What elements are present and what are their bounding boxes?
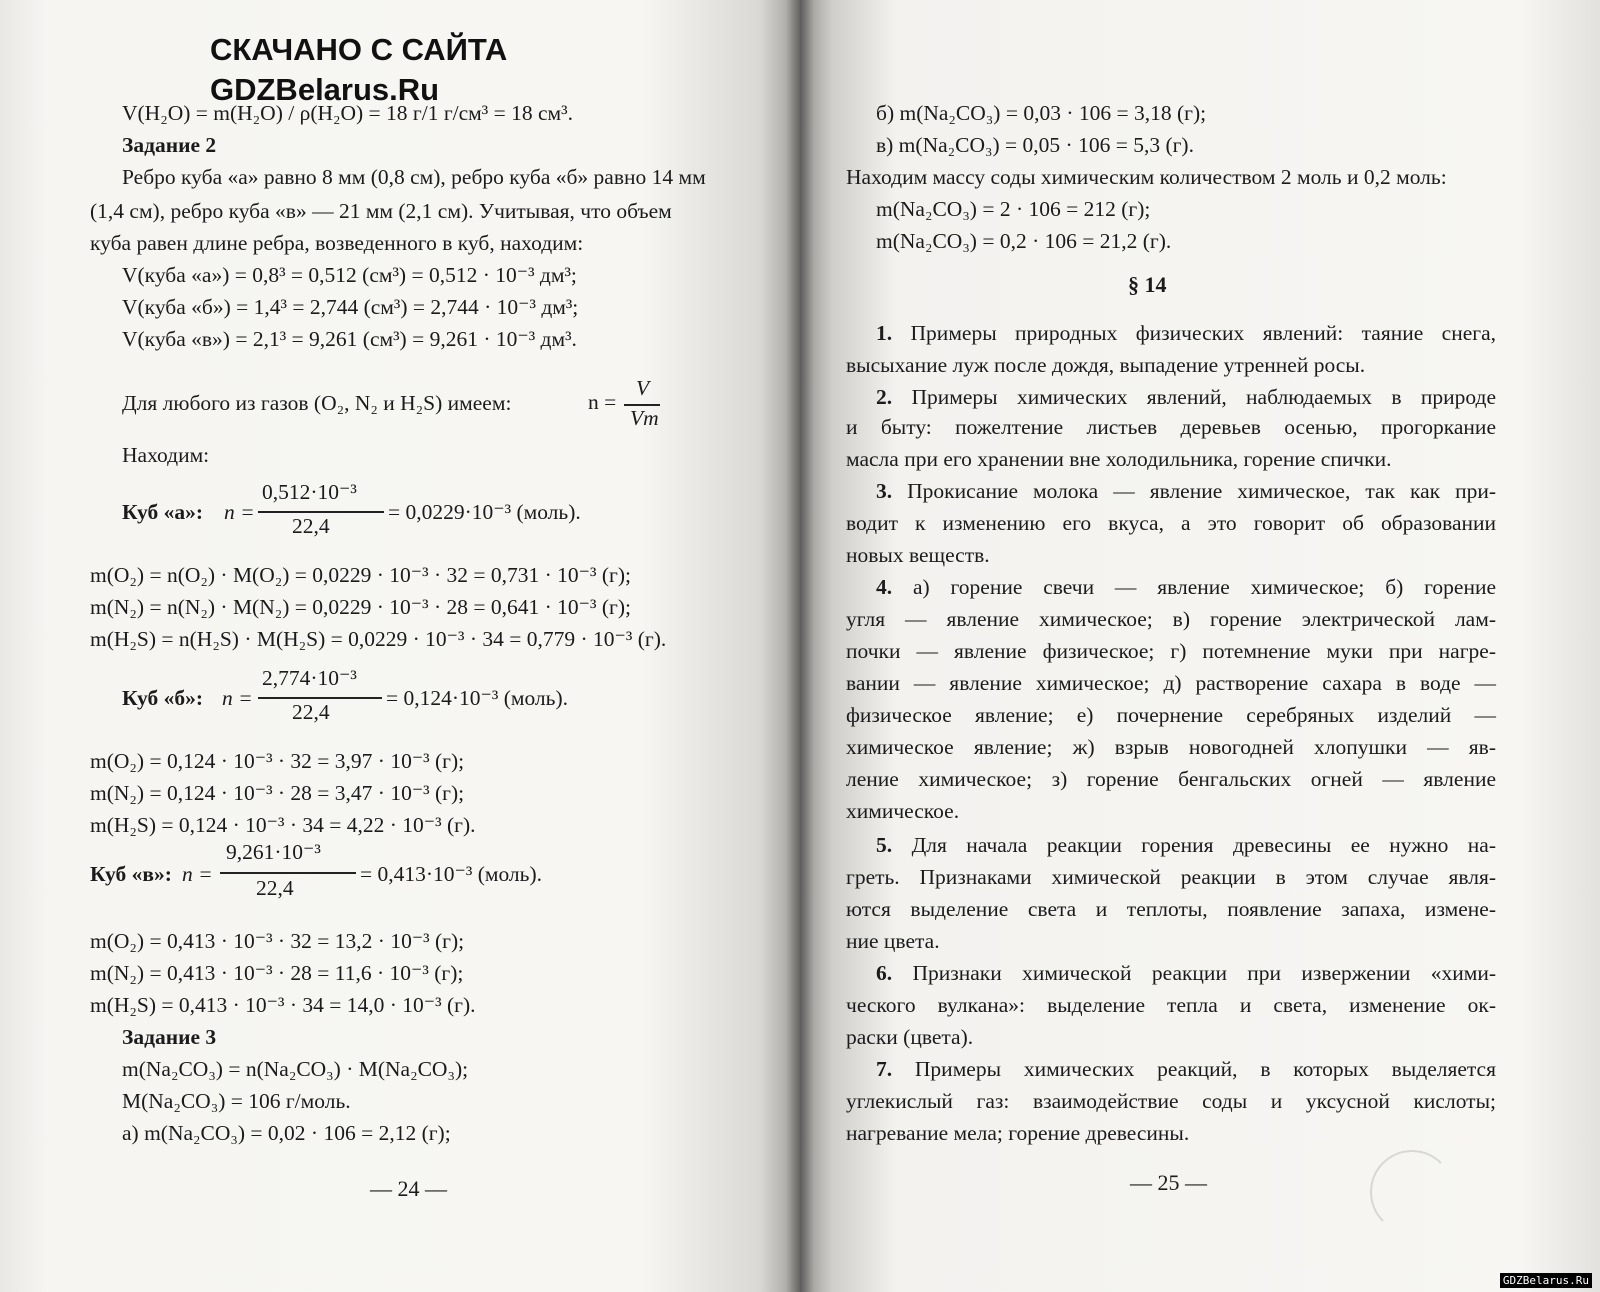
answer-5-line-2: греть. Признаками химической реакции в этом случае явля- xyxy=(846,865,1496,889)
answer-5-text-1: Для начала реакции горения древесины ее нужно на- xyxy=(911,833,1496,857)
answer-7-line-2: углекислый газ: взаимодействие соды и уксусной кислоты; xyxy=(846,1089,1496,1113)
volume-water-line: V(H₂O) = m(H₂O) / ρ(H₂O) = 18 г/1 г/см³ = 18 см³. xyxy=(122,101,573,125)
cube-c-label: Куб «в»: xyxy=(90,862,172,886)
cube-b-label: Куб «б»: xyxy=(122,686,204,710)
formula-numerator: V xyxy=(636,376,650,400)
watermark-line-2: GDZBelarus.Ru xyxy=(210,72,440,107)
decorative-circle xyxy=(1370,1150,1454,1234)
cube-b-bar xyxy=(258,697,382,699)
answer-3-line-2: водит к изменению его вкуса, а это говорит об образовании xyxy=(846,511,1496,535)
mass-h2s-cube-a: m(H₂S) = n(H₂S) · M(H₂S) = 0,0229 · 10⁻³ · 34 = 0,779 · 10⁻³ (г). xyxy=(90,627,667,651)
soda-mass-2mol: m(Na₂CO₃) = 2 · 106 = 212 (г); xyxy=(876,197,1151,221)
answer-3-line-3: новых веществ. xyxy=(846,543,990,567)
answer-5-line-1 xyxy=(876,830,1496,860)
cube-a-numerator: 0,512·10⁻³ xyxy=(262,480,357,504)
cube-c-denominator: 22,4 xyxy=(256,876,294,900)
answer-4-line-7: ление химическое; з) горение бенгальских огней — явление xyxy=(846,767,1496,791)
cube-b-result: = 0,124·10⁻³ (моль). xyxy=(386,686,569,710)
answer-5-line-3: ются выделение света и теплоты, появление запаха, измене- xyxy=(846,897,1496,921)
task-3-item-b: б) m(Na₂CO₃) = 0,03 · 106 = 3,18 (г); xyxy=(876,101,1207,125)
answer-4-line-4: вании — явление химическое; д) растворение сахара в воде — xyxy=(846,671,1496,695)
cube-a-formula: Куб «а»: n = 0,512·10⁻³ 22,4 = 0,0229·10⁻³ (моль). xyxy=(122,480,581,538)
cube-b-formula: Куб «б»: n = 2,774·10⁻³ 22,4 = 0,124·10⁻³ (моль). xyxy=(122,666,569,724)
answer-4-line-6: химическое явление; ж) взрыв новогодней хлопушки — яв- xyxy=(846,735,1496,759)
task-2-para-line-3: куба равен длине ребра, возведенного в куб, находим: xyxy=(90,231,584,255)
answer-4-line-2: угля — явление химическое; в) горение электрической лам- xyxy=(846,607,1496,631)
soda-mass-02mol: m(Na₂CO₃) = 0,2 · 106 = 21,2 (г). xyxy=(876,229,1172,253)
answer-5-number: 5. xyxy=(876,833,893,857)
cube-a-result: = 0,0229·10⁻³ (моль). xyxy=(388,500,581,524)
cube-c-formula: Куб «в»: n = 9,261·10⁻³ 22,4 = 0,413·10⁻³ (моль). xyxy=(90,840,543,900)
page-number-right: — 25 — xyxy=(1130,1170,1207,1195)
gas-statement: Для любого из газов (O₂, N₂ и H₂S) имеем: xyxy=(122,391,512,415)
answer-7-line-3: нагревание мела; горение древесины. xyxy=(846,1121,1190,1145)
task-2-para-line-1: Ребро куба «а» равно 8 мм (0,8 см), ребро куба «б» равно 14 мм xyxy=(122,165,706,189)
answer-6-line-2: ческого вулкана»: выделение тепла и света, изменение ок- xyxy=(846,993,1496,1017)
cube-c-result: = 0,413·10⁻³ (моль). xyxy=(360,862,543,886)
cube-b-denominator: 22,4 xyxy=(292,700,330,724)
answer-4-line-8: химическое. xyxy=(846,799,960,823)
answer-1-line-2: высыхание луж после дождя, выпадение утренней росы. xyxy=(846,353,1366,377)
task-3-formula: m(Na₂CO₃) = n(Na₂CO₃) · M(Na₂CO₃); xyxy=(122,1057,469,1081)
book-gutter xyxy=(786,0,814,1292)
answer-6-line-1 xyxy=(876,958,1496,988)
answer-5-line-4: ние цвета. xyxy=(846,929,940,953)
task-3-molar-mass: M(Na₂CO₃) = 106 г/моль. xyxy=(122,1089,351,1113)
answer-7-text-1: Примеры химических реакций, в которых выделяется xyxy=(914,1057,1496,1081)
answer-4-line-1 xyxy=(876,572,1496,602)
answer-2-line-1 xyxy=(876,382,1496,412)
cube-c-numerator: 9,261·10⁻³ xyxy=(226,840,321,864)
mass-o2-cube-a: m(O₂) = n(O₂) · M(O₂) = 0,0229 · 10⁻³ · 32 = 0,731 · 10⁻³ (г); xyxy=(90,563,631,587)
mass-o2-cube-b: m(O₂) = 0,124 · 10⁻³ · 32 = 3,97 · 10⁻³ (г); xyxy=(90,749,465,773)
mass-o2-cube-c: m(O₂) = 0,413 · 10⁻³ · 32 = 13,2 · 10⁻³ (г); xyxy=(90,929,465,953)
mass-n2-cube-c: m(N₂) = 0,413 · 10⁻³ · 28 = 11,6 · 10⁻³ (г); xyxy=(90,961,464,985)
answer-3-text-1: Прокисание молока — явление химическое, так как при- xyxy=(907,479,1496,503)
volume-cube-a: V(куба «а») = 0,8³ = 0,512 (см³) = 0,512 · 10⁻³ дм³; xyxy=(122,263,577,287)
task-3-heading: Задание 3 xyxy=(122,1025,217,1049)
watermark-line-1: СКАЧАНО С САЙТА xyxy=(210,32,508,67)
answer-7-number: 7. xyxy=(876,1057,893,1081)
mass-h2s-cube-c: m(H₂S) = 0,413 · 10⁻³ · 34 = 14,0 · 10⁻³ (г). xyxy=(90,993,476,1017)
answer-4-number: 4. xyxy=(876,575,893,599)
answer-2-number: 2. xyxy=(876,385,893,409)
page-number-left: — 24 — xyxy=(370,1176,447,1201)
formula-denominator: Vm xyxy=(630,406,659,430)
task-3-item-a: а) m(Na₂CO₃) = 0,02 · 106 = 2,12 (г); xyxy=(122,1121,451,1145)
formula-n-label: n = xyxy=(588,390,617,414)
cube-a-label: Куб «а»: xyxy=(122,500,204,524)
cube-c-bar xyxy=(220,872,356,874)
volume-cube-b: V(куба «б») = 1,4³ = 2,744 (см³) = 2,744 · 10⁻³ дм³; xyxy=(122,295,579,319)
answer-3-number: 3. xyxy=(876,479,893,503)
mass-n2-cube-a: m(N₂) = n(N₂) · M(N₂) = 0,0229 · 10⁻³ · 28 = 0,641 · 10⁻³ (г); xyxy=(90,595,631,619)
cube-b-numerator: 2,774·10⁻³ xyxy=(262,666,357,690)
task-2-para-line-2: (1,4 см), ребро куба «в» — 21 мм (2,1 см). Учитывая, что объем xyxy=(90,199,672,223)
answer-1-text-1: Примеры природных физических явлений: таяние снега, xyxy=(910,321,1496,345)
answer-7-line-1 xyxy=(876,1054,1496,1084)
soda-mass-intro: Находим массу соды химическим количеством 2 моль и 0,2 моль: xyxy=(846,165,1447,189)
cube-a-denominator: 22,4 xyxy=(292,514,330,538)
answer-4-text-1: а) горение свечи — явление химическое; б) горение xyxy=(912,575,1497,599)
mass-h2s-cube-b: m(H₂S) = 0,124 · 10⁻³ · 34 = 4,22 · 10⁻³ (г). xyxy=(90,813,476,837)
answer-2-text-1: Примеры химических явлений, наблюдаемых в природе xyxy=(911,385,1496,409)
task-2-heading: Задание 2 xyxy=(122,133,217,157)
answer-4-line-5: физическое явление; е) почернение серебряных изделий — xyxy=(846,703,1496,727)
mass-n2-cube-b: m(N₂) = 0,124 · 10⁻³ · 28 = 3,47 · 10⁻³ (г); xyxy=(90,781,465,805)
volume-cube-c: V(куба «в») = 2,1³ = 9,261 (см³) = 9,261 · 10⁻³ дм³. xyxy=(122,327,577,351)
cube-a-bar xyxy=(258,511,384,513)
answer-2-line-3: масла при его хранении вне холодильника, горение спички. xyxy=(846,447,1392,471)
answer-1-line-1 xyxy=(876,318,1496,348)
answer-3-line-1 xyxy=(876,476,1496,506)
answer-4-line-3: почки — явление физическое; г) потемнение муки при нагре- xyxy=(846,639,1496,663)
answer-6-line-3: раски (цвета). xyxy=(846,1025,974,1049)
answer-1-number: 1. xyxy=(876,321,893,345)
section-heading: § 14 xyxy=(1128,272,1167,297)
answer-6-text-1: Признаки химической реакции при извержении «хими- xyxy=(912,961,1497,985)
answer-2-line-2: и быту: пожелтение листьев деревьев осенью, прогоркание xyxy=(846,415,1496,439)
find-label: Находим: xyxy=(122,443,210,467)
answer-6-number: 6. xyxy=(876,961,893,985)
task-3-item-c: в) m(Na₂CO₃) = 0,05 · 106 = 5,3 (г). xyxy=(876,133,1194,157)
footer-watermark: GDZBelarus.Ru xyxy=(1500,1273,1592,1288)
